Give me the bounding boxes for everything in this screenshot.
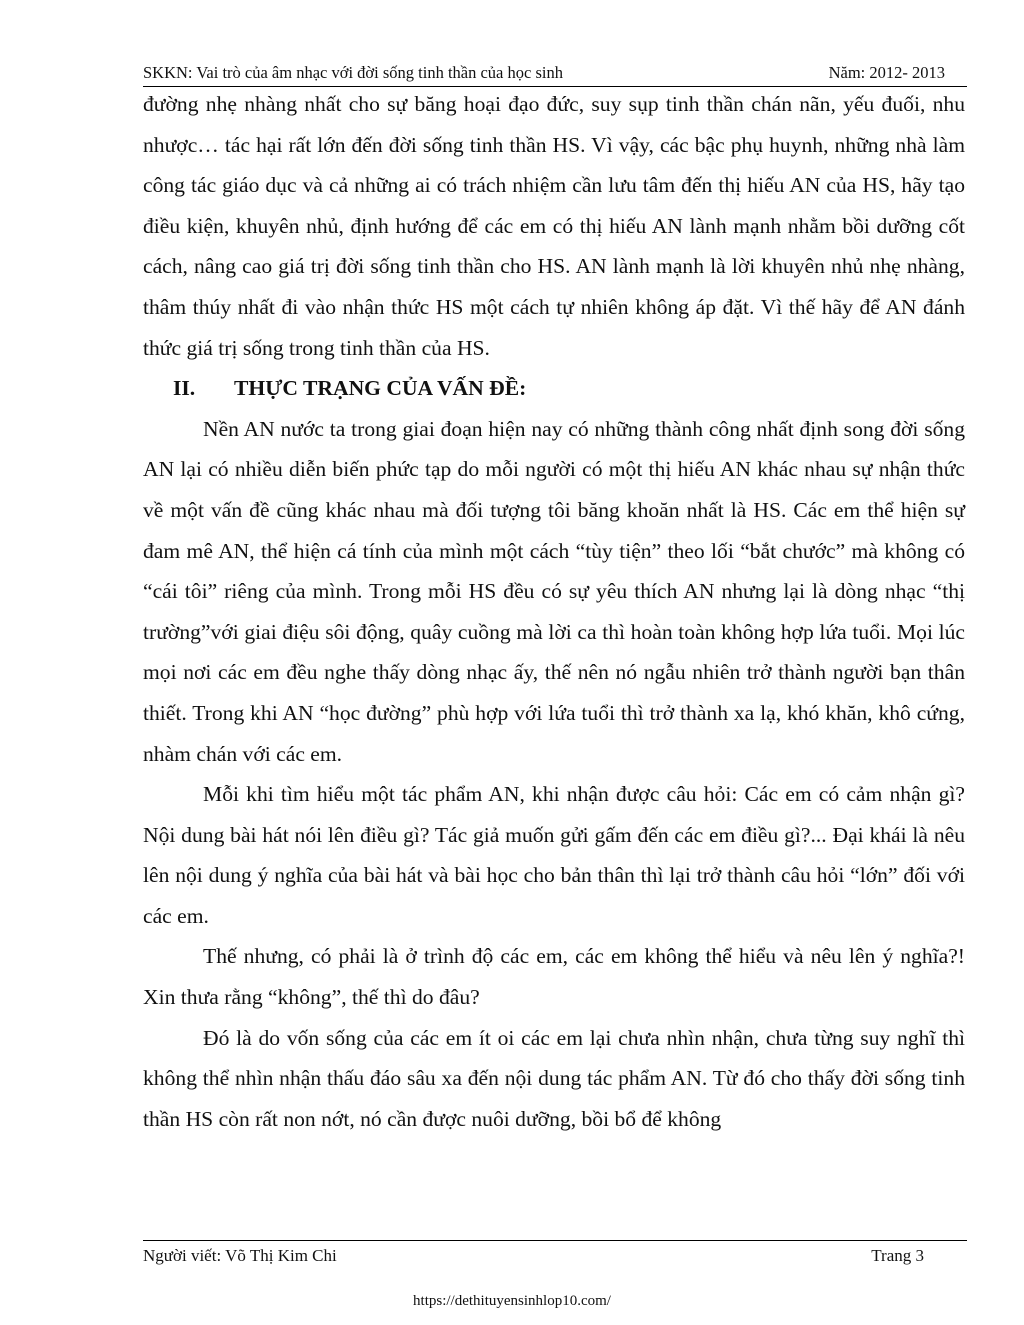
page-footer bbox=[143, 1240, 967, 1265]
footer-author: Người viết: Võ Thị Kim Chi bbox=[143, 1246, 337, 1265]
page-number: Trang 3 bbox=[871, 1246, 924, 1265]
source-url[interactable]: https://dethituyensinhlop10.com/ bbox=[413, 1293, 611, 1309]
paragraph-4: Thế nhưng, có phải là ở trình độ các em, các em không thể hiểu và nêu lên ý nghĩa?! Xin thưa rằng “không”, thế thì do đâu? bbox=[143, 944, 965, 1010]
section-number: II. bbox=[173, 376, 196, 401]
paragraph-5: Đó là do vốn sống của các em ít oi các em lại chưa nhìn nhận, chưa từng suy nghĩ thì không thể nhìn nhận thấu đáo sâu xa đến nội dung tác phẩm AN. Từ đó cho thấy đời sống tinh thần HS còn rất non nớt, nó cần được nuôi dưỡng, bồi bổ để không bbox=[143, 1025, 965, 1131]
header-year: Năm: 2012- 2013 bbox=[828, 63, 945, 82]
section-title: THỰC TRẠNG CỦA VẤN ĐỀ: bbox=[234, 376, 527, 401]
document-body bbox=[143, 84, 965, 1139]
paragraph-1: đường nhẹ nhàng nhất cho sự băng hoại đạo đức, suy sụp tinh thần chán nãn, yếu đuối, nhu nhược… tác hại rất lớn đến đời sống tinh thần HS. Vì vậy, các bậc phụ huynh, những nhà làm công tác giáo dục và cả những ai có trách nhiệm cần lưu tâm đến thị hiếu AN của HS, hãy tạo điều kiện, khuyên nhủ, định hướng để các em có thị hiếu AN lành mạnh nhằm bồi dưỡng cốt cách, nâng cao giá trị đời sống tinh thần cho HS. AN lành mạnh là lời khuyên nhủ nhẹ nhàng, thâm thúy nhất đi vào nhận thức HS một cách tự nhiên không áp đặt. Vì thế hãy để AN đánh thức giá trị sống trong tinh thần của HS. bbox=[143, 92, 965, 360]
section-heading bbox=[143, 368, 965, 409]
paragraph-3: Mỗi khi tìm hiểu một tác phẩm AN, khi nhận được câu hỏi: Các em có cảm nhận gì? Nội dung bài hát nói lên điều gì? Tác giả muốn gửi gấm đến các em điều gì?... Đại khái là nêu lên nội dung ý nghĩa của bài hát và bài học cho bản thân thì lại trở thành câu hỏi “lớn” đối với các em. bbox=[143, 782, 965, 928]
header-title: SKKN: Vai trò của âm nhạc với đời sống tinh thần của học sinh bbox=[143, 63, 563, 82]
paragraph-2: Nền AN nước ta trong giai đoạn hiện nay có những thành công nhất định song đời sống AN lại có nhiều diễn biến phức tạp do mỗi người có một thị hiếu AN khác nhau sự nhận thức về một vấn đề cũng khác nhau mà đối tượng tôi băng khoăn nhất là HS. Các em thể hiện sự đam mê AN, thể hiện cá tính của mình một cách “tùy tiện” theo lối “bắt chước” mà không có “cái tôi” riêng của mình. Trong mỗi HS đều có sự yêu thích AN nhưng lại là dòng nhạc “thị trường”với giai điệu sôi động, quây cuồng mà lời ca thì hoàn toàn không hợp lứa tuổi. Mọi lúc mọi nơi các em đều nghe thấy dòng nhạc ấy, thế nên nó ngẫu nhiên trở thành người bạn thân thiết. Trong khi AN “học đường” phù hợp với lứa tuổi thì trở thành xa lạ, khó khăn, khô cứng, nhàm chán với các em. bbox=[143, 416, 965, 766]
